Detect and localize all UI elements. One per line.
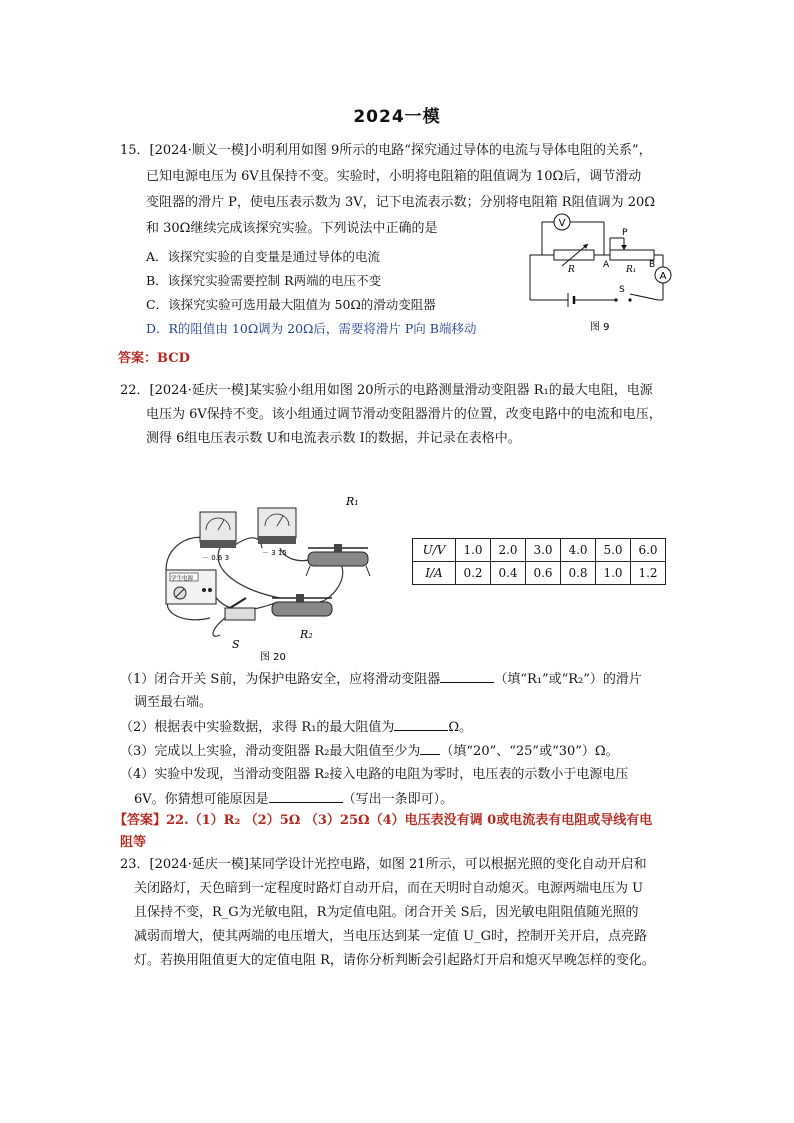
q15-option-b: B．该探究实验需要控制 R两端的电压不变 bbox=[146, 273, 382, 288]
table-header-u: U/V bbox=[413, 539, 456, 562]
figure-9-caption: 图 9 bbox=[590, 322, 610, 333]
q23-line-5: 灯。若换用阻值更大的定值电阻 R，请你分析判断会引起路灯开启和熄灭早晚怎样的变化。 bbox=[134, 953, 655, 968]
q23-line-3: 且保持不变，R_G为光敏电阻，R为定值电阻。闭合开关 S后，因光敏电阻阻值随光照的 bbox=[134, 905, 639, 920]
q15-answer: 答案：BCD bbox=[118, 351, 190, 366]
label-p: P bbox=[622, 228, 628, 238]
q22-sub-4-cont: 6V。你猜想可能原因是 （写出一条即可）。 bbox=[134, 792, 454, 807]
switch-s-icon bbox=[225, 608, 255, 620]
table-cell: 6.0 bbox=[631, 539, 666, 562]
table-cell: 1.2 bbox=[631, 562, 666, 585]
table-cell: 2.0 bbox=[491, 539, 526, 562]
q15-line-3: 变阻器的滑片 P，使电压表示数为 3V，记下电流表示数；分别将电阻箱 R阻值调为 20Ω bbox=[146, 195, 656, 210]
table-row-voltage bbox=[413, 539, 666, 562]
q22-sub-3: （3）完成以上实验，滑动变阻器 R₂最大阻值至少为 （填“20”、“25”或“30”）Ω。 bbox=[120, 744, 619, 759]
power-supply-label: 学生电源 bbox=[171, 576, 194, 582]
table-cell: 0.8 bbox=[561, 562, 596, 585]
q22-line-1: 22．[2024·延庆一模]某实验小组用如图 20所示的电路测量滑动变阻器 R₁的最大电阻，电源 bbox=[120, 383, 653, 398]
data-table bbox=[412, 538, 666, 585]
label-r: R bbox=[568, 265, 575, 275]
ammeter-label: A bbox=[659, 271, 667, 282]
label-a: A bbox=[603, 260, 610, 270]
label-r1: R₁ bbox=[626, 265, 637, 275]
label-r2-fig20: R₂ bbox=[300, 628, 313, 641]
rheostat-r1-icon bbox=[308, 552, 368, 566]
voltmeter-label: V bbox=[558, 218, 566, 229]
table-cell: 0.2 bbox=[456, 562, 491, 585]
q22-sub-1-cont: 调至最右端。 bbox=[134, 695, 213, 710]
table-cell: 5.0 bbox=[596, 539, 631, 562]
q15-line-4: 和 30Ω继续完成该探究实验。下列说法中正确的是 bbox=[146, 221, 438, 236]
q15-option-c: C．该探究实验可选用最大阻值为 50Ω的滑动变阻器 bbox=[146, 297, 436, 312]
q22-sub-2: （2）根据表中实验数据，求得 R₁的最大阻值为 Ω。 bbox=[120, 720, 473, 735]
q15-option-d: D．R的阻值由 10Ω调为 20Ω后，需要将滑片 P向 B端移动 bbox=[146, 321, 477, 336]
ammeter-scale-label: － 0.6 3 bbox=[202, 554, 230, 562]
ammeter-instrument-icon bbox=[200, 512, 236, 542]
voltmeter-instrument-icon bbox=[258, 508, 296, 538]
rheostat-r1 bbox=[610, 250, 654, 260]
figure-9-circuit bbox=[518, 210, 678, 340]
table-cell: 1.0 bbox=[596, 562, 631, 585]
table-cell: 4.0 bbox=[561, 539, 596, 562]
figure-20-caption: 图 20 bbox=[260, 652, 286, 662]
figure-20-illustration bbox=[150, 490, 400, 662]
answer-blank[interactable] bbox=[269, 790, 343, 803]
label-r1-fig20: R₁ bbox=[346, 495, 359, 508]
q23-line-2: 关闭路灯，天色暗到一定程度时路灯自动开启，而在天明时自动熄灭。电源两端电压为 U bbox=[134, 881, 644, 896]
label-b: B bbox=[649, 260, 656, 270]
q22-sub-1: （1）闭合开关 S前，为保护电路安全，应将滑动变阻器 （填“R₁”或“R₂”）的滑片 bbox=[120, 672, 642, 687]
answer-blank[interactable] bbox=[440, 670, 494, 683]
q23-line-4: 减弱而增大，使其两端的电压增大，当电压达到某一定值 U_G时，控制开关开启，点亮路 bbox=[134, 929, 647, 944]
table-cell: 0.4 bbox=[491, 562, 526, 585]
q15-line-2: 已知电源电压为 6V且保持不变。实验时，小明将电阻箱的阻值调为 10Ω后，调节滑动 bbox=[146, 169, 642, 184]
resistor-box bbox=[554, 250, 594, 260]
q22-answer-line-1: 【答案】22.（1）R₂ （2）5Ω （3）25Ω（4）电压表没有调 0或电流表有电阻或导线有电 bbox=[114, 813, 653, 828]
table-cell: 3.0 bbox=[526, 539, 561, 562]
answer-blank[interactable] bbox=[394, 718, 448, 731]
q15-line-1: 15．[2024·顺义一模]小明利用如图 9所示的电路“探究通过导体的电流与导体电阻的关系”， bbox=[120, 143, 652, 158]
voltmeter-scale-label: － 3 15 bbox=[262, 549, 287, 557]
label-s: S bbox=[619, 285, 625, 295]
table-header-i: I/A bbox=[413, 562, 456, 585]
switch-icon bbox=[628, 298, 631, 301]
rheostat-r2-icon bbox=[272, 602, 332, 616]
label-s-fig20: S bbox=[232, 638, 240, 651]
table-cell: 1.0 bbox=[456, 539, 491, 562]
answer-blank[interactable] bbox=[420, 742, 440, 755]
table-cell: 0.6 bbox=[526, 562, 561, 585]
page-title: 2024一模 bbox=[353, 107, 441, 127]
q15-option-a: A．该探究实验的自变量是通过导体的电流 bbox=[146, 249, 381, 264]
q22-answer-line-2: 阻等 bbox=[120, 835, 147, 850]
q22-line-2: 电压为 6V保持不变。该小组通过调节滑动变阻器滑片的位置，改变电路中的电流和电压， bbox=[146, 407, 662, 422]
q22-sub-4: （4）实验中发现，当滑动变阻器 R₂接入电路的电阻为零时，电压表的示数小于电源电压 bbox=[120, 767, 629, 782]
q22-line-3: 测得 6组电压表示数 U和电流表示数 I的数据，并记录在表格中。 bbox=[146, 431, 521, 446]
q23-line-1: 23．[2024·延庆一模]某同学设计光控电路，如图 21所示，可以根据光照的变化自动开启和 bbox=[120, 857, 647, 872]
table-row-current bbox=[413, 562, 666, 585]
